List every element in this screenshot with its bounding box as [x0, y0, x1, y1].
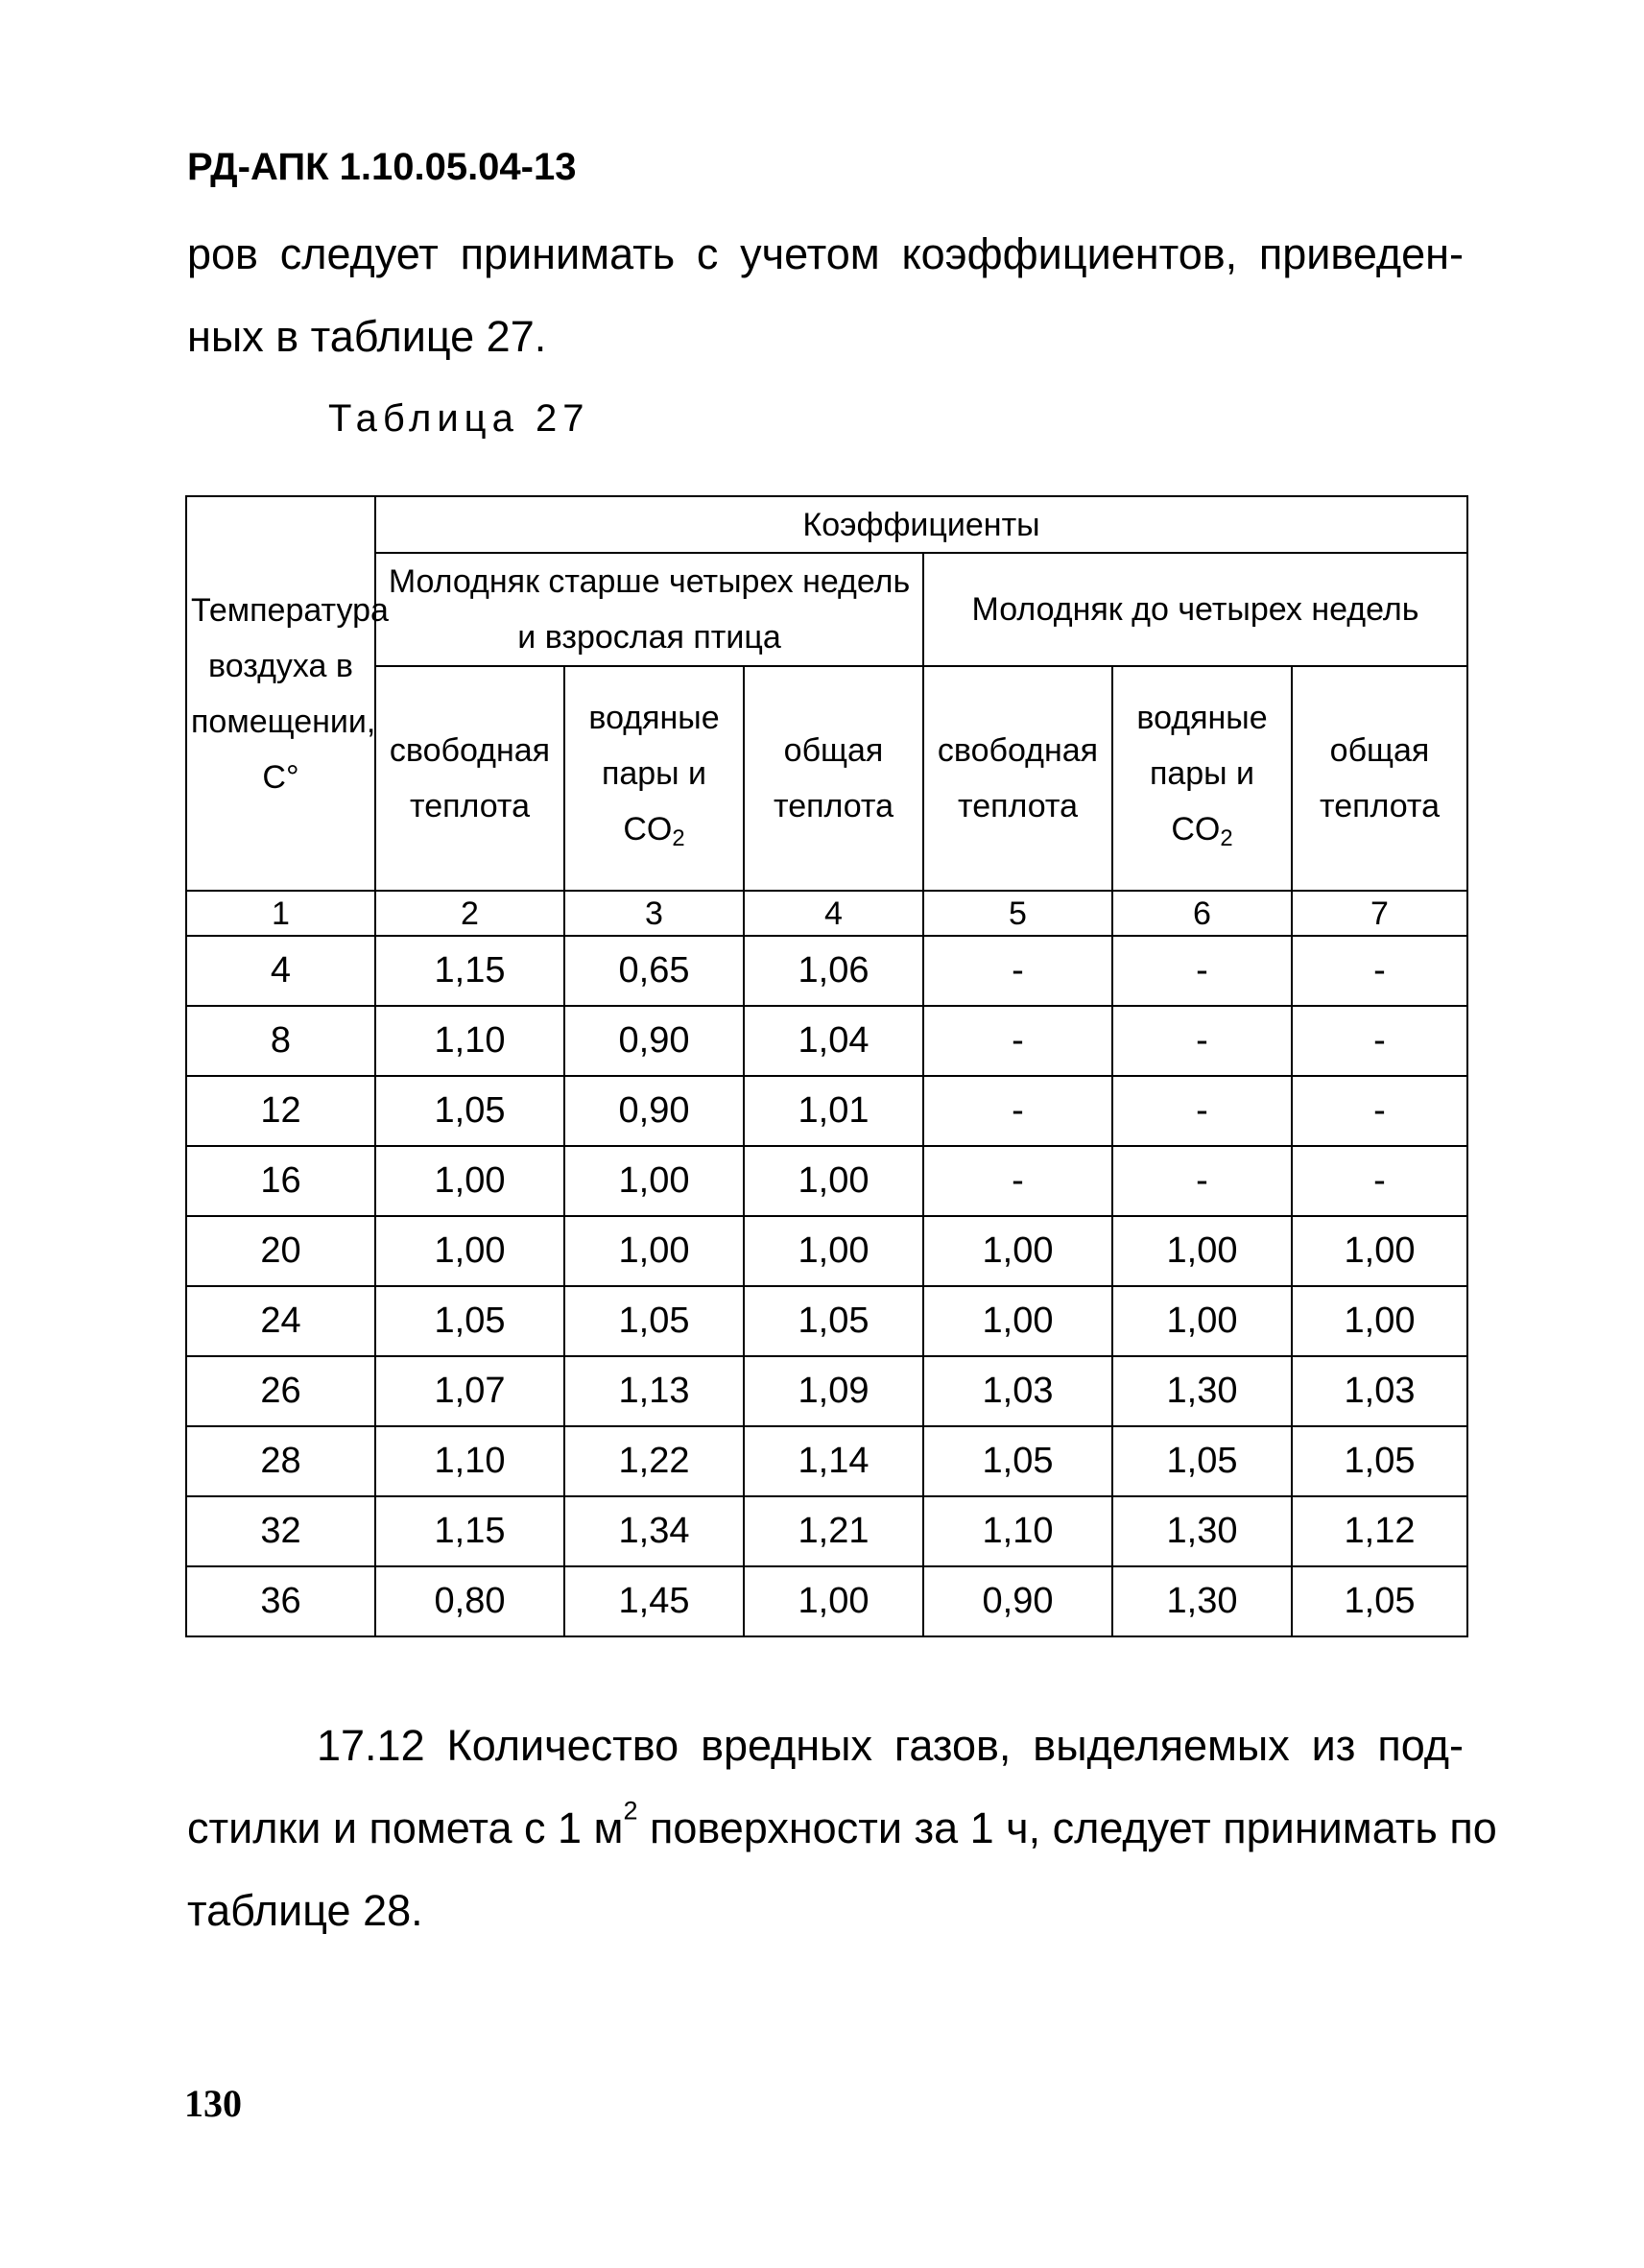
paragraph-line-1: 17.12 Количество вредных газов, выделяемых из под-	[317, 1721, 1464, 1770]
paragraph-17-12	[187, 1705, 1497, 1952]
table-cell: 36	[186, 1566, 375, 1636]
table-row	[186, 1426, 1467, 1496]
table-cell: 1,05	[375, 1076, 564, 1146]
co2-subscript: 2	[1220, 824, 1233, 851]
table-cell: 1,14	[744, 1426, 923, 1496]
header-free-heat: свободная теплота	[375, 666, 564, 891]
table-row	[186, 936, 1467, 1006]
table-cell: 1,00	[375, 1146, 564, 1216]
adult-group-header: Молодняк старше четырех недель и взрослая птица	[375, 553, 923, 666]
table-cell: 1,01	[744, 1076, 923, 1146]
table-cell: 1,07	[375, 1356, 564, 1426]
table-cell: 1,15	[375, 936, 564, 1006]
intro-paragraph	[187, 213, 1464, 378]
table-cell: 1,03	[923, 1356, 1112, 1426]
table-cell: 1,00	[744, 1216, 923, 1286]
table-cell: -	[1112, 1146, 1292, 1216]
column-number: 6	[1112, 891, 1292, 936]
table-cell: 1,00	[923, 1216, 1112, 1286]
coefficients-header: Коэффициенты	[375, 496, 1467, 553]
table-cell: 20	[186, 1216, 375, 1286]
table-cell: 1,05	[1292, 1566, 1467, 1636]
table-row	[186, 1076, 1467, 1146]
line2-end: поверхности за 1 ч, следует принимать по	[637, 1803, 1497, 1852]
table-cell: 1,10	[375, 1006, 564, 1076]
paragraph-line-2	[187, 1787, 1497, 1870]
table-cell: 1,00	[1292, 1286, 1467, 1356]
table-cell: 0,90	[564, 1006, 744, 1076]
table-cell: 4	[186, 936, 375, 1006]
table-cell: 1,00	[564, 1146, 744, 1216]
header-free-heat: свободная теплота	[923, 666, 1112, 891]
table-cell: -	[1112, 1006, 1292, 1076]
table-cell: 1,10	[923, 1496, 1112, 1566]
table-cell: 1,30	[1112, 1566, 1292, 1636]
table-cell: -	[1292, 1146, 1467, 1216]
table-cell: 1,10	[375, 1426, 564, 1496]
vapor-label: водяные пары и CO	[588, 700, 720, 848]
table-cell: 24	[186, 1286, 375, 1356]
table-cell: -	[923, 1076, 1112, 1146]
table-cell: 12	[186, 1076, 375, 1146]
table-cell: -	[1292, 936, 1467, 1006]
table-cell: -	[1112, 936, 1292, 1006]
table-cell: 1,00	[1112, 1216, 1292, 1286]
table-cell: 1,30	[1112, 1356, 1292, 1426]
table-cell: 1,00	[564, 1216, 744, 1286]
table-cell: -	[1112, 1076, 1292, 1146]
table-cell: 0,90	[564, 1076, 744, 1146]
table-caption: Таблица 27	[328, 397, 590, 440]
table-row	[186, 1216, 1467, 1286]
header-vapor-co2	[564, 666, 744, 891]
table-cell: 1,13	[564, 1356, 744, 1426]
table-cell: 1,00	[923, 1286, 1112, 1356]
coefficients-table	[185, 495, 1468, 1637]
table-cell: 0,80	[375, 1566, 564, 1636]
table-row	[186, 1146, 1467, 1216]
line2-start: стилки и помета с 1 м	[187, 1803, 624, 1852]
table-row	[186, 1356, 1467, 1426]
table-cell: 1,45	[564, 1566, 744, 1636]
table-cell: 1,05	[923, 1426, 1112, 1496]
intro-line-2: ных в таблице 27.	[187, 312, 547, 361]
young-group-header: Молодняк до четырех недель	[923, 553, 1467, 666]
page-number: 130	[184, 2082, 242, 2125]
table-row	[186, 1006, 1467, 1076]
table-cell: 1,22	[564, 1426, 744, 1496]
column-number: 7	[1292, 891, 1467, 936]
table-cell: -	[923, 936, 1112, 1006]
table-cell: 28	[186, 1426, 375, 1496]
table-cell: 1,05	[1292, 1426, 1467, 1496]
header-total-heat: общая теплота	[744, 666, 923, 891]
document-code: РД-АПК 1.10.05.04-13	[187, 146, 577, 188]
table-cell: 16	[186, 1146, 375, 1216]
table-cell: 1,00	[744, 1566, 923, 1636]
table-cell: 1,30	[1112, 1496, 1292, 1566]
header-total-heat: общая теплота	[1292, 666, 1467, 891]
table-cell: 1,15	[375, 1496, 564, 1566]
table-cell: 1,00	[744, 1146, 923, 1216]
column-number: 3	[564, 891, 744, 936]
column-numbers-row	[186, 891, 1467, 936]
table-cell: 1,00	[1112, 1286, 1292, 1356]
intro-line-1: ров следует принимать с учетом коэффициентов, приведен-	[187, 229, 1464, 278]
column-number: 5	[923, 891, 1112, 936]
co2-subscript: 2	[672, 824, 685, 851]
table-cell: -	[923, 1006, 1112, 1076]
table-cell: 1,05	[375, 1286, 564, 1356]
column-number: 4	[744, 891, 923, 936]
table-cell: 1,04	[744, 1006, 923, 1076]
table-cell: 1,03	[1292, 1356, 1467, 1426]
table-cell: -	[1292, 1076, 1467, 1146]
table-cell: 0,90	[923, 1566, 1112, 1636]
table-cell: 1,05	[1112, 1426, 1292, 1496]
table-cell: 1,05	[564, 1286, 744, 1356]
table-cell: 1,09	[744, 1356, 923, 1426]
paragraph-line-3: таблице 28.	[187, 1886, 423, 1935]
vapor-label: водяные пары и CO	[1136, 700, 1268, 848]
table-cell: -	[1292, 1006, 1467, 1076]
table-row	[186, 1496, 1467, 1566]
column-number: 2	[375, 891, 564, 936]
table-row	[186, 1286, 1467, 1356]
table-row	[186, 1566, 1467, 1636]
table-cell: 1,00	[375, 1216, 564, 1286]
temperature-header: Температура воздуха в помещении, С°	[186, 496, 375, 891]
table-cell: 1,12	[1292, 1496, 1467, 1566]
table-cell: 1,21	[744, 1496, 923, 1566]
square-superscript: 2	[623, 1796, 638, 1826]
table-cell: 1,05	[744, 1286, 923, 1356]
table-cell: 32	[186, 1496, 375, 1566]
header-vapor-co2	[1112, 666, 1292, 891]
column-number: 1	[186, 891, 375, 936]
table-cell: 1,34	[564, 1496, 744, 1566]
table-cell: 8	[186, 1006, 375, 1076]
table-cell: 0,65	[564, 936, 744, 1006]
table-cell: 1,06	[744, 936, 923, 1006]
table-cell: -	[923, 1146, 1112, 1216]
table-cell: 26	[186, 1356, 375, 1426]
table-cell: 1,00	[1292, 1216, 1467, 1286]
